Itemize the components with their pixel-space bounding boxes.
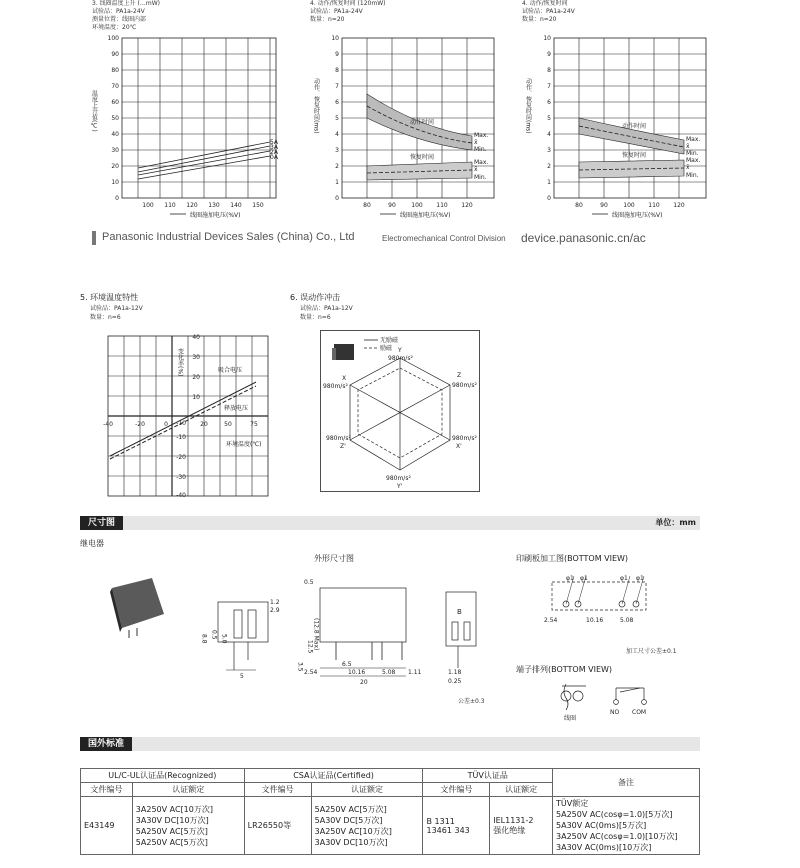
c2-ytick: 3: [335, 147, 339, 154]
terminal-marker-b: B: [457, 608, 462, 616]
rating: 3A30V DC[10万次]: [135, 815, 209, 825]
relay-photo: [106, 576, 166, 638]
company-name: Panasonic Industrial Devices Sales (China) Co., Ltd: [102, 231, 355, 243]
chart2-sample: 试验品：PA1a-24V: [310, 8, 363, 15]
c3-ytick: 8: [547, 67, 551, 74]
s5-ytick: -30: [176, 474, 186, 481]
c3-ylabel: 动作、恢复时间(ms): [524, 78, 532, 134]
c1-ytick: 50: [111, 115, 119, 122]
shock-value: 980m/s²: [388, 355, 413, 362]
chart3-title: 4. 动作/恢复时间: [522, 0, 568, 7]
s5-ytick: 20: [192, 374, 200, 381]
c2-ytick: 8: [335, 67, 339, 74]
curve-label-2a: 2A: [270, 149, 278, 156]
axis-y-prime: Y': [397, 483, 403, 490]
release-label: 恢复时间: [410, 154, 435, 161]
section5-sample: 试验品：PA1a-12V: [90, 305, 143, 312]
relay-label: 继电器: [80, 539, 104, 548]
s5-xlabel: 环境温度(℃): [226, 441, 262, 448]
s5-legend-release: 释放电压: [224, 405, 249, 412]
pcb-tolerance: 加工尺寸公差±0.1: [626, 648, 677, 655]
s5-ytick: 40: [192, 334, 200, 341]
c1-xtick: 150: [252, 202, 264, 209]
col-note: 备注: [553, 769, 700, 797]
c3-ytick: 9: [547, 51, 551, 58]
c2-ytick: 2: [335, 163, 339, 170]
axis-x: X: [342, 375, 347, 382]
chart1-ambient: 环境温度：20℃: [92, 24, 137, 31]
com-label: COM: [632, 709, 647, 716]
csa-file: LR26550等: [244, 797, 311, 855]
sub-file: 文件编号: [244, 783, 311, 797]
s5-legend-operate: 吸合电压: [218, 367, 243, 374]
c3-ytick: 1: [547, 179, 551, 186]
c2-min: Min.: [474, 146, 487, 153]
c3-max: Max.: [686, 136, 701, 143]
c3-min-2: Min.: [686, 172, 699, 179]
rating: 5A250V AC[5万次]: [314, 804, 387, 814]
c1-xtick: 120: [186, 202, 198, 209]
ul-file: E43149: [81, 797, 133, 855]
c2-ytick: 7: [335, 83, 339, 90]
c3-xtick: 90: [600, 202, 608, 209]
dim-value: 10.16: [348, 669, 366, 676]
axis-y: Y: [398, 347, 402, 354]
shock-value: 980m/s²: [323, 383, 348, 390]
section5-title: 5. 环境温度特性: [80, 293, 139, 302]
outline-title: 外形尺寸图: [314, 554, 354, 563]
c1-xtick: 100: [142, 202, 154, 209]
col-tuv: TÜV认证品: [423, 769, 553, 783]
footer-marker: [92, 231, 96, 245]
dim-value: 12.5: [306, 640, 314, 654]
s5-ytick: -10: [176, 434, 186, 441]
dim-value: 5.08: [620, 617, 634, 624]
legend-no-excitation: 无励磁: [380, 337, 399, 344]
dim-value: 0.5: [210, 630, 218, 640]
section6-title: 6. 误动作冲击: [290, 293, 341, 302]
c3-ytick: 5: [547, 115, 551, 122]
standards-title: 国外标准: [80, 737, 132, 751]
s5-xtick: -40: [103, 421, 113, 428]
hole-dia: φ1: [620, 575, 628, 582]
section6-sample: 试验品：PA1a-12V: [300, 305, 353, 312]
hole-dia: φ1: [566, 575, 574, 582]
sub-rating: 认证额定: [311, 783, 423, 797]
dim-value: 10.16: [586, 617, 604, 624]
rating: 3A250V AC[10万次]: [314, 826, 392, 836]
axis-x-prime: X': [456, 443, 462, 450]
division-name: Electromechanical Control Division: [382, 234, 506, 243]
end-view-drawing: [440, 586, 490, 686]
chart2-count: 数量：n=20: [310, 16, 345, 23]
ambient-temperature-chart: [100, 330, 280, 506]
chart1-position: 测量位置：线圈内部: [92, 16, 147, 23]
chart1-title: 3. 线圈温度上升 (…mW): [92, 0, 160, 7]
shock-diagram: [320, 330, 480, 492]
csa-ratings: [311, 797, 423, 855]
sub-file: 文件编号: [81, 783, 133, 797]
c2-ytick: 4: [335, 131, 339, 138]
ul-ratings: [132, 797, 244, 855]
hole-dia: φ1: [580, 575, 588, 582]
c2-ytick: 1: [335, 179, 339, 186]
chart2-title: 4. 动作/恢复时间 (120mW): [310, 0, 386, 7]
standards-table: [80, 768, 700, 855]
operate-label-2: 动作时间: [622, 123, 647, 130]
c1-ytick: 70: [111, 83, 119, 90]
footer-url[interactable]: device.panasonic.cn/ac: [521, 231, 646, 245]
c1-ytick: 80: [111, 67, 119, 74]
note: 3A30V AC(0ms)[10万次]: [556, 843, 652, 852]
c1-xlabel: 线圈施加电压(%V): [190, 212, 241, 219]
c2-xtick: 120: [461, 202, 473, 209]
s5-ytick: 10: [192, 394, 200, 401]
front-view-drawing: [290, 576, 430, 696]
sub-rating: 认证额定: [490, 783, 553, 797]
dim-value: 3.5: [296, 662, 304, 672]
chart3-heading: [522, 0, 575, 24]
pcb-drawing: [540, 566, 700, 646]
c3-xtick: 100: [623, 202, 635, 209]
rating: 5A30V DC[5万次]: [314, 815, 383, 825]
s5-ylabel: 变化率(%): [176, 348, 184, 377]
curve-label-3a: 3A: [270, 144, 278, 151]
curve-label-5a: 5A: [270, 139, 278, 146]
c3-xtick: 120: [673, 202, 685, 209]
c3-mean-2: x̄: [686, 164, 690, 171]
pin-layout-drawing: [556, 678, 666, 724]
no-label: NO: [610, 709, 620, 716]
c2-ytick: 6: [335, 99, 339, 106]
c3-xtick: 80: [575, 202, 583, 209]
c3-ytick: 6: [547, 99, 551, 106]
c3-min: Min.: [686, 150, 699, 157]
c3-xlabel: 线圈施加电压(%V): [612, 212, 663, 219]
sub-file: 文件编号: [423, 783, 490, 797]
s5-xtick: 50: [224, 421, 232, 428]
c1-ylabel: 温度上升值(℃): [90, 90, 98, 132]
c1-xtick: 140: [230, 202, 242, 209]
chart3-count: 数量：n=20: [522, 16, 557, 23]
note: 3A250V AC(cosφ=1.0)[10万次]: [556, 832, 678, 841]
c2-max: Max.: [474, 132, 489, 139]
chart2-heading: [310, 0, 385, 24]
c2-xtick: 100: [411, 202, 423, 209]
dim-value: 20: [360, 679, 368, 686]
dim-value: 1.2: [270, 599, 280, 606]
c3-ytick: 2: [547, 163, 551, 170]
axis-z-prime: Z': [340, 443, 346, 450]
tuv-rating-1: IEL1131-2: [493, 815, 534, 825]
c2-ylabel: 动作、恢复时间(ms): [312, 78, 320, 134]
chart1-sample: 试验品：PA1a-24V: [92, 8, 145, 15]
note: 5A30V AC(0ms)[5万次]: [556, 821, 647, 830]
c3-max-2: Max.: [686, 157, 701, 164]
tolerance-note: 公差±0.3: [458, 698, 485, 705]
shock-value: 980m/s²: [386, 475, 411, 482]
c1-xtick: 110: [164, 202, 176, 209]
shock-value: 980m/s²: [452, 435, 477, 442]
c2-mean-2: x̄: [474, 166, 478, 173]
c1-ytick: 60: [111, 99, 119, 106]
release-band: [367, 162, 472, 180]
coil-temperature-chart: [80, 30, 290, 220]
curve-label-0a: 0A: [270, 154, 278, 161]
relay-icon: [332, 344, 354, 360]
s5-xtick: 20: [200, 421, 208, 428]
c2-ytick: 10: [331, 35, 339, 42]
c2-xtick: 110: [436, 202, 448, 209]
legend-excitation: 励磁: [380, 345, 393, 352]
dim-value: 1.18: [448, 669, 462, 676]
c3-ytick: 3: [547, 147, 551, 154]
hole-dia: φ1: [636, 575, 644, 582]
s5-xtick: 0: [164, 421, 168, 428]
dimensions-bar: [80, 516, 700, 530]
dim-value: 2.9: [270, 607, 280, 614]
dim-value: (12.8 Max): [312, 618, 320, 651]
dim-value: 5.08: [382, 669, 396, 676]
c2-xlabel: 线圈施加电压(%V): [400, 212, 451, 219]
c1-xtick: 130: [208, 202, 220, 209]
shock-value: 980m/s²: [452, 382, 477, 389]
c2-min-2: Min.: [474, 174, 487, 181]
unit-label: 单位：mm: [655, 518, 696, 527]
coil-label: 线圈: [564, 715, 577, 722]
release-label-2: 恢复时间: [622, 152, 647, 159]
dim-value: 2.54: [544, 617, 558, 624]
dim-value: 2.54: [304, 669, 318, 676]
rating: 3A250V AC[10万次]: [135, 804, 213, 814]
c2-xtick: 80: [363, 202, 371, 209]
tuv-rating-2: 强化绝缘: [493, 825, 526, 835]
dim-value: 1.11: [408, 669, 422, 676]
note: TÜV额定: [556, 799, 589, 808]
c1-ytick: 100: [107, 35, 119, 42]
table-row: [81, 797, 700, 855]
s5-xtick: -20: [135, 421, 145, 428]
s5-ytick: -20: [176, 454, 186, 461]
col-ul: UL/C-UL认证品(Recognized): [81, 769, 245, 783]
s5-ytick: 30: [192, 354, 200, 361]
c1-ytick: 0: [115, 195, 119, 202]
s5-ytick: -10: [176, 420, 186, 427]
notes: [553, 797, 700, 855]
c3-mean: x̄: [686, 143, 690, 150]
sub-rating: 认证额定: [132, 783, 244, 797]
rating: 3A30V DC[10万次]: [314, 837, 388, 847]
dim-value: 6.5: [342, 661, 352, 668]
c1-ytick: 30: [111, 147, 119, 154]
c3-xtick: 110: [648, 202, 660, 209]
s5-ytick: -40: [176, 492, 186, 499]
dim-value: 5: [240, 673, 244, 680]
operate-label: 动作时间: [410, 119, 435, 126]
dim-value: 0.5: [304, 579, 314, 586]
section5-count: 数量：n=6: [90, 314, 121, 321]
c2-mean: x̄: [474, 139, 478, 146]
hexagon: [350, 358, 450, 470]
note: 5A250V AC(cosφ=1.0)[5万次]: [556, 810, 673, 819]
dim-value: 5.0: [220, 634, 228, 644]
dim-value: 8.8: [200, 634, 208, 644]
c3-ytick: 0: [547, 195, 551, 202]
c2-xtick: 90: [388, 202, 396, 209]
axis-z: Z: [457, 372, 462, 379]
dim-value: 0.25: [448, 678, 462, 685]
section6-count: 数量：n=6: [300, 314, 331, 321]
c2-max-2: Max.: [474, 159, 489, 166]
release-band-2: [579, 160, 684, 178]
c1-ytick: 40: [111, 131, 119, 138]
dimensions-title: 尺寸图: [80, 516, 123, 530]
side-view-drawing: [196, 590, 286, 680]
tuv-file: [423, 797, 490, 855]
rating: 5A250V AC[5万次]: [135, 837, 208, 847]
operate-release-time-chart-2: [522, 30, 712, 220]
c3-ytick: 7: [547, 83, 551, 90]
tuv-file-2: 13461 343: [426, 825, 470, 835]
tuv-rating: [490, 797, 553, 855]
c2-ytick: 0: [335, 195, 339, 202]
c1-ytick: 20: [111, 163, 119, 170]
c1-ytick: 10: [111, 179, 119, 186]
chart3-sample: 试验品：PA1a-24V: [522, 8, 575, 15]
standards-bar: [80, 737, 700, 751]
col-csa: CSA认证品(Certified): [244, 769, 423, 783]
c2-ytick: 5: [335, 115, 339, 122]
s5-xtick: 75: [250, 421, 258, 428]
shock-value: 980m/s²: [326, 435, 351, 442]
pin-layout-title: 端子排列(BOTTOM VIEW): [516, 665, 613, 674]
rating: 5A250V AC[5万次]: [135, 826, 208, 836]
c3-ytick: 10: [543, 35, 551, 42]
c1-ytick: 90: [111, 51, 119, 58]
chart1-heading: [92, 0, 160, 32]
c3-ytick: 4: [547, 131, 551, 138]
c2-ytick: 9: [335, 51, 339, 58]
tuv-file-1: B 1311: [426, 816, 455, 826]
pcb-title: 印刷板加工图(BOTTOM VIEW): [516, 554, 629, 563]
operate-release-time-chart-1: [310, 30, 500, 220]
